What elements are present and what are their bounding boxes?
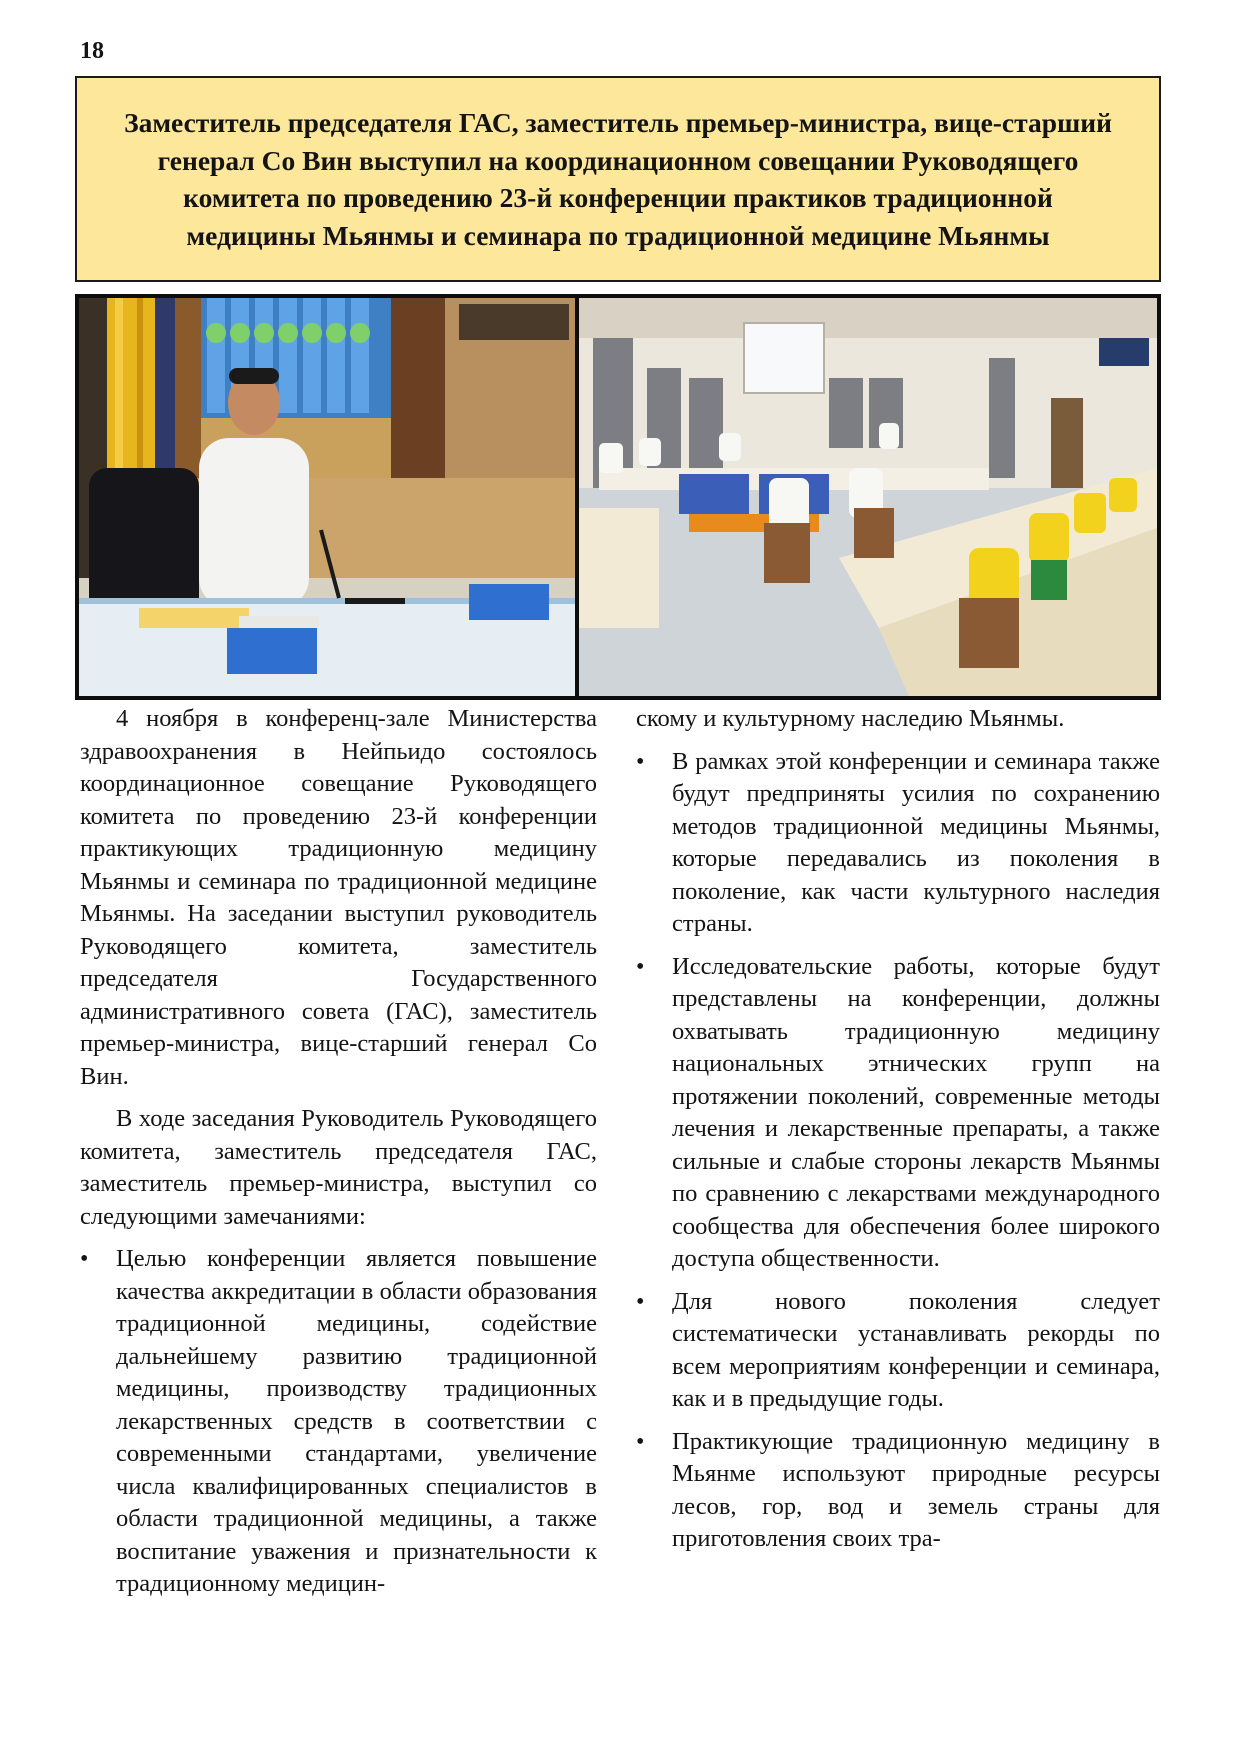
list-item xyxy=(636,1426,1160,1556)
remarks-list-left xyxy=(80,1243,597,1601)
bullet-icon: • xyxy=(636,1288,645,1315)
list-item-text: Для нового поколения следует систематически устанавливать рекорды по всем мероприятиям конференции и семинара, как и в предыдущие годы. xyxy=(672,1287,1160,1412)
list-item-text: В рамках этой конференции и семинара также будут предприняты усилия по сохранению методов традиционной медицины Мьянмы, которые передавались из поколения в поколение, как части культурного наследия страны. xyxy=(672,747,1160,937)
left-column xyxy=(80,703,597,1611)
remarks-list-right xyxy=(636,746,1160,1556)
paragraph-continuation: скому и культурному наследию Мьянмы. xyxy=(636,705,1065,732)
paragraph-remarks: В ходе заседания Руководитель Руководящего комитета, заместитель председателя ГАС, заместитель премьер-министра, выступил со следующими замечаниями: xyxy=(80,1105,597,1230)
paragraph-intro: 4 ноября в конференц-зале Министерства здравоохранения в Нейпьидо состоялось координационное совещание Руководящего комитета по проведению 23-й конференции практикующих традиционную медицину Мьянмы и семинара по традиционной медицине Мьянмы. На заседании выступил руководитель Руководящего комитета, заместитель председателя Государственного административного совета (ГАС), заместитель премьер-министра, вице-старший генерал Со Вин. xyxy=(80,705,597,1090)
list-item xyxy=(636,951,1160,1276)
list-item-text: Практикующие традиционную медицину в Мьянме используют природные ресурсы лесов, гор, вод и земель страны для приготовления своих тра- xyxy=(672,1427,1160,1552)
list-item-text: Целью конференции является повышение качества аккредитации в области образования традиционной медицины, содействие дальнейшему развитию традиционной медицины, производству традиционных лекарственных средств в соответствии с современными стандартами, увеличение числа квалифицированных специалистов в области традиционной медицины, а также воспитание уважения и признательности к традиционному медицин- xyxy=(116,1245,597,1597)
photo-speaker-image xyxy=(79,298,575,696)
headline: Заместитель председателя ГАС, заместитель премьер-министра, вице-старший генерал Со Вин выступил на координационном совещании Руководящего комитета по проведению 23-й конференции практиков традиционной медицины Мьянмы и семинара по традиционной медицине Мьянмы xyxy=(124,107,1112,251)
photo-strip xyxy=(75,294,1161,700)
photo-meeting-hall xyxy=(579,298,1157,696)
bullet-icon: • xyxy=(636,953,645,980)
list-item xyxy=(636,746,1160,941)
list-item xyxy=(80,1243,597,1601)
page-number: 18 xyxy=(80,38,104,64)
bullet-icon: • xyxy=(80,1246,89,1272)
right-column xyxy=(636,703,1160,1566)
photo-meeting-hall-image xyxy=(579,298,1157,696)
headline-box xyxy=(75,76,1161,282)
list-item xyxy=(636,1286,1160,1416)
bullet-icon: • xyxy=(636,1428,645,1455)
list-item-text: Исследовательские работы, которые будут представлены на конференции, должны охватывать традиционную медицину национальных этнических групп на протяжении поколений, современные методы лечения и лекарственные препараты, а также сильные и слабые стороны лекарств Мьянмы по сравнению с лекарствами международного сообщества для обеспечения более широкого доступа общественности. xyxy=(672,952,1160,1272)
photo-speaker xyxy=(79,298,575,696)
bullet-icon: • xyxy=(636,748,645,775)
